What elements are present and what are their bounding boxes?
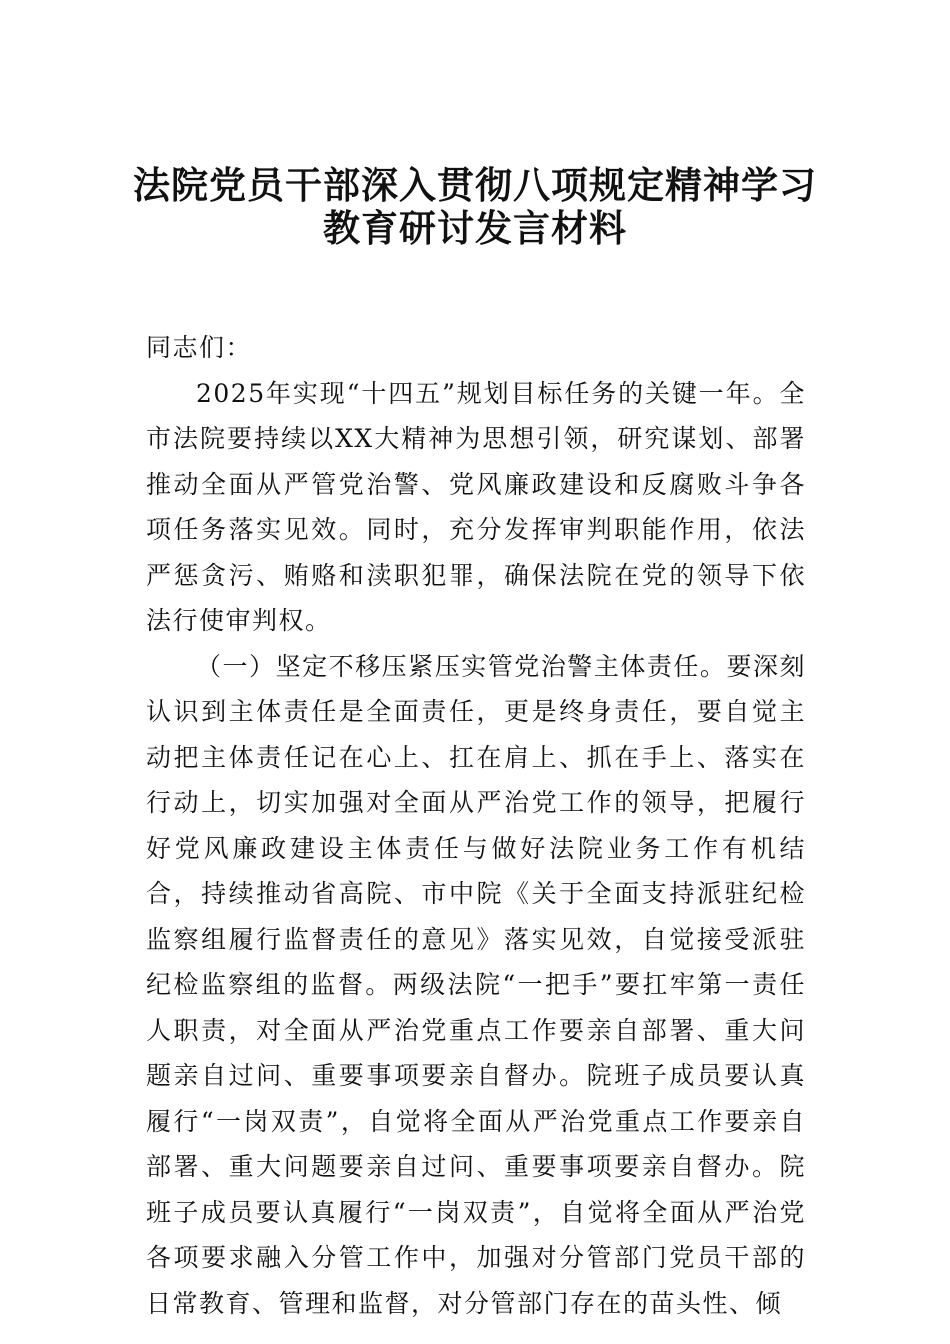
section-1-body: 要深刻认识到主体责任是全面责任，更是终身责任，要自觉主动把主体责任记在心上、扛在肩上、抓在手上、落实在行动上，切实加强对全面从严治党工作的领导，把履行好党风廉政建设主体责任与做好法院业务工作有机结合，持续推动省高院、市中院《关于全面支持派驻纪检监察组履行监督责任的意见》落实见效，自觉接受派驻纪检监察组的监督。两级法院“一把手”要扛牢第一责任人职责，对全面从严治党重点工作要亲自部署、重大问题亲自过问、重要事项要亲自督办。院班子成员要认真履行“一岗双责”，自觉将全面从严治党重点工作要亲自部署、重大问题要亲自过问、重要事项要亲自督办。院班子成员要认真履行“一岗双责”，自觉将全面从严治党各项要求融入分管工作中，加强对分管部门党员干部的日常教育、管理和监督，对分管部门存在的苗头性、倾 [146,651,806,1318]
paragraph-intro: 2025年实现“十四五”规划目标任务的关键一年。全市法院要持续以XX大精神为思想引领，研究谋划、部署推动全面从严管党治警、党风廉政建设和反腐败斗争各项任务落实见效。同时，充分发挥审判职能作用，依法严惩贪污、贿赂和渎职犯罪，确保法院在党的领导下依法行使审判权。 [146,378,806,635]
salutation: 同志们： [146,333,253,362]
document-body [146,325,806,1326]
paragraph-section-1 [146,644,806,1327]
document-title-line-2: 教育研讨发言材料 [323,206,627,250]
section-1-heading: （一）坚定不移压紧压实管党治警主体责任。 [196,651,727,681]
document-title-line-1: 法院党员干部深入贯彻八项规定精神学习 [133,163,817,207]
